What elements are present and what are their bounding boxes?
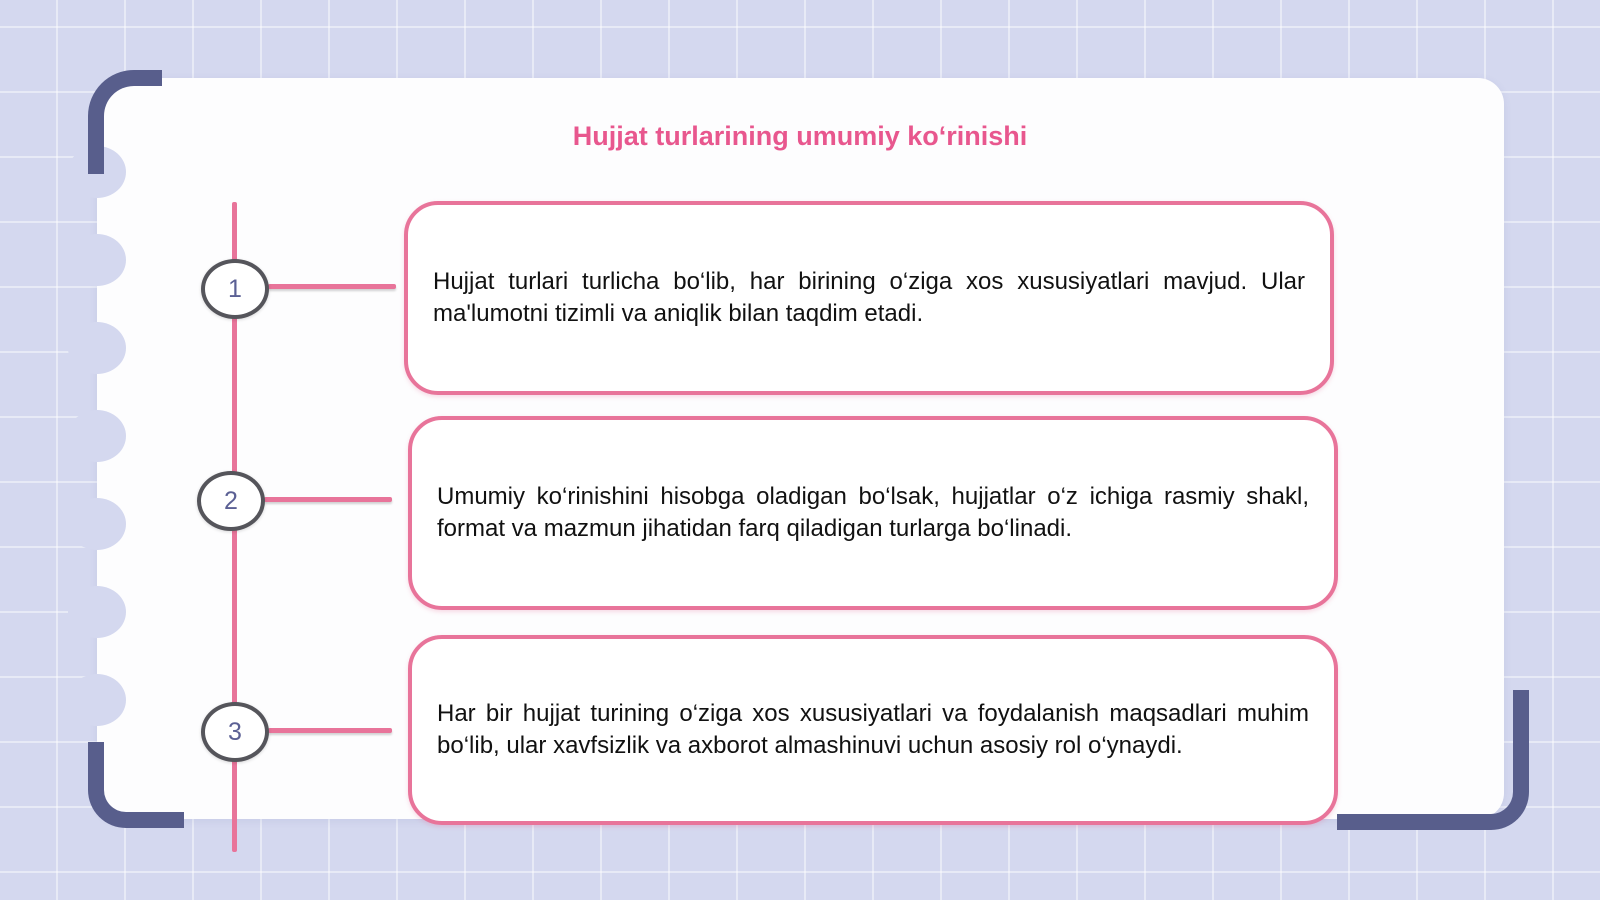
card-text: Umumiy ko‘rinishini hisobga oladigan bo‘lsak, hujjatlar o‘z ichiga rasmiy shakl, format va mazmun jihatidan farq qiladigan turlarga bo‘linadi. [437,483,1309,542]
step-marker-3: 3 [201,702,269,762]
timeline-connector [264,497,392,502]
paper-notch [68,322,126,374]
slide-title: Hujjat turlarining umumiy ko‘rinishi [572,121,1028,151]
paper-notch [68,586,126,638]
step-marker-2: 2 [197,471,265,531]
paper-notch [68,410,126,462]
timeline-card-1 [404,201,1334,395]
timeline-card-3 [408,635,1338,825]
timeline-card-2 [408,416,1338,610]
corner-bracket-bottom-left [88,742,184,828]
step-marker-1: 1 [201,259,269,319]
paper-notch [68,234,126,286]
card-text: Har bir hujjat turining o‘ziga xos xususiyatlari va foydalanish maqsadlari muhim bo‘lib, ular xavfsizlik va axborot almashinuvi uchun asosiy rol o‘ynaydi. [437,700,1309,759]
card-text: Hujjat turlari turlicha bo‘lib, har birining o‘ziga xos xususiyatlari mavjud. Ular ma'lumotni tizimli va aniqlik bilan taqdim etadi. [433,268,1305,327]
timeline-connector [268,728,392,733]
paper-notch [68,498,126,550]
paper-notch [68,674,126,726]
corner-bracket-bottom-right [1337,690,1529,830]
timeline-connector [268,284,396,289]
